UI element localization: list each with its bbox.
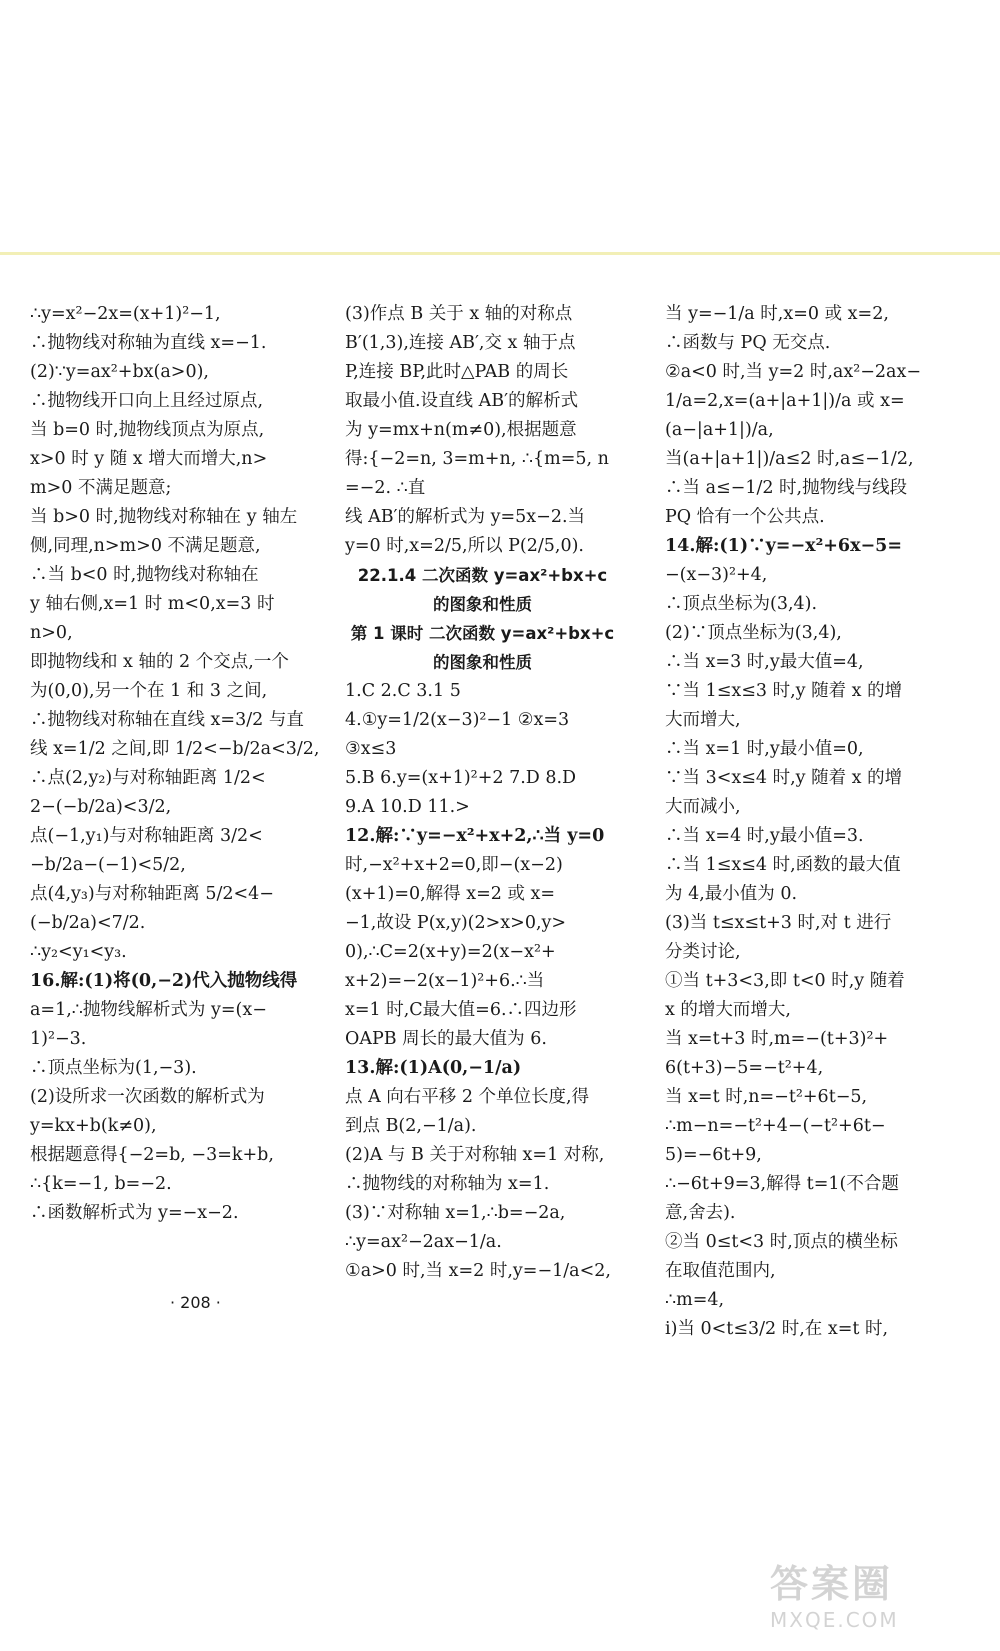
text-line: ∴m=4,	[665, 1290, 725, 1310]
text-line: 9.A 10.D 11.>	[345, 797, 470, 817]
text-line: 取最小值.设直线 AB′的解析式	[345, 391, 579, 411]
text-line: ②a<0 时,当 y=2 时,ax²−2ax−	[665, 362, 921, 382]
text-line: ②当 0≤t<3 时,顶点的横坐标	[665, 1232, 898, 1252]
text-line: 为 y=mx+n(m≠0),根据题意	[345, 420, 577, 440]
text-line: 当 b=0 时,抛物线顶点为原点,	[30, 420, 265, 440]
text-line: 的图象和性质	[433, 595, 532, 614]
text-line: ∴当 x=1 时,y最小值=0,	[665, 739, 864, 759]
text-line: ∴y=x²−2x=(x+1)²−1,	[30, 304, 221, 324]
text-line: 4.①y=1/2(x−3)²−1 ②x=3	[345, 710, 570, 730]
text-line: y=0 时,x=2/5,所以 P(2/5,0).	[345, 536, 584, 556]
text-line: −b/2a−(−1)<5/2,	[30, 855, 186, 875]
text-line: 分类讨论,	[665, 942, 741, 962]
text-line: ∴当 1≤x≤4 时,函数的最大值	[665, 855, 901, 875]
text-line: 为 4,最小值为 0.	[665, 884, 798, 904]
text-line: m>0 不满足题意;	[30, 478, 172, 498]
text-line: OAPB 周长的最大值为 6.	[345, 1029, 547, 1049]
text-line: ∴{k=−1, b=−2.	[30, 1174, 172, 1194]
text-line: ∴当 a≤−1/2 时,抛物线与线段	[665, 478, 908, 498]
text-line: x 的增大而增大,	[665, 1000, 791, 1020]
text-line: 意,舍去).	[665, 1203, 736, 1223]
text-line: n>0,	[30, 623, 73, 643]
text-line: (2)设所求一次函数的解析式为	[30, 1087, 265, 1107]
text-line: ∴当 x=3 时,y最大值=4,	[665, 652, 864, 672]
text-line: x=1 时,C最大值=6.∴四边形	[345, 1000, 577, 1020]
text-line: 大而增大,	[665, 710, 741, 730]
text-line: 22.1.4 二次函数 y=ax²+bx+c	[357, 566, 608, 585]
text-line: 6(t+3)−5=−t²+4,	[665, 1058, 824, 1078]
text-line: ∵当 1≤x≤3 时,y 随着 x 的增	[665, 681, 903, 701]
watermark-brand: 答案圈	[770, 1562, 894, 1606]
text-line: y 轴右侧,x=1 时 m<0,x=3 时	[30, 594, 275, 614]
text-line: ∴顶点坐标为(1,−3).	[30, 1058, 197, 1078]
text-line: 5)=−6t+9,	[665, 1145, 762, 1165]
page-number: · 208 ·	[170, 1293, 221, 1312]
text-line: ∴当 x=4 时,y最小值=3.	[665, 826, 864, 846]
text-line: ∴−6t+9=3,解得 t=1(不合题	[665, 1174, 899, 1194]
text-line: (3)当 t≤x≤t+3 时,对 t 进行	[665, 913, 892, 933]
text-line: y=kx+b(k≠0),	[30, 1116, 157, 1136]
text-line: ⅰ)当 0<t≤3/2 时,在 x=t 时,	[665, 1319, 889, 1339]
text-line: 0),∴C=2(x+y)=2(x−x²+	[345, 942, 556, 962]
text-line: 根据题意得{−2=b, −3=k+b,	[30, 1145, 274, 1165]
text-line: 当 x=t+3 时,m=−(t+3)²+	[665, 1029, 889, 1049]
text-line: x>0 时 y 随 x 增大而增大,n>	[30, 449, 268, 469]
text-line: 16.解:(1)将(0,−2)代入抛物线得	[30, 971, 298, 991]
text-line: 在取值范围内,	[665, 1261, 776, 1281]
text-line: ∴抛物线对称轴为直线 x=−1.	[30, 333, 267, 353]
header-rule	[0, 252, 1000, 255]
text-line: −1,故设 P(x,y)(2>x>0,y>	[345, 913, 567, 933]
text-line: ①当 t+3<3,即 t<0 时,y 随着	[665, 971, 905, 991]
text-line: 2−(−b/2a)<3/2,	[30, 797, 172, 817]
middle-column	[345, 300, 620, 1286]
text-line: 得:{−2=n, 3=m+n, ∴{m=5, n=−2. ∴直	[345, 449, 609, 498]
text-line: (x+1)=0,解得 x=2 或 x=	[345, 884, 556, 904]
text-line: 12.解:∵y=−x²+x+2,∴当 y=0	[345, 826, 605, 846]
text-line: 线 AB′的解析式为 y=5x−2.当	[345, 507, 586, 527]
text-line: 当 b>0 时,抛物线对称轴在 y 轴左	[30, 507, 298, 527]
text-line: −(x−3)²+4,	[665, 565, 768, 585]
text-line: ∴顶点坐标为(3,4).	[665, 594, 818, 614]
text-line: 当(a+|a+1|)/a≤2 时,a≤−1/2,	[665, 449, 914, 469]
text-line: (2)∵顶点坐标为(3,4),	[665, 623, 842, 643]
text-line: (−b/2a)<7/2.	[30, 913, 146, 933]
text-line: ∴当 b<0 时,抛物线对称轴在	[30, 565, 259, 585]
text-line: ∴抛物线开口向上且经过原点,	[30, 391, 264, 411]
text-line: ∴抛物线对称轴在直线 x=3/2 与直	[30, 710, 304, 730]
text-line: 线 x=1/2 之间,即 1/2<−b/2a<3/2,	[30, 739, 320, 759]
watermark-site: MXQE.COM	[770, 1608, 899, 1632]
watermark-logo	[770, 1553, 960, 1633]
text-line: 当 x=t 时,n=−t²+6t−5,	[665, 1087, 868, 1107]
text-line: 14.解:(1)∵y=−x²+6x−5=	[665, 536, 903, 556]
text-line: ∴m−n=−t²+4−(−t²+6t−	[665, 1116, 886, 1136]
text-line: B′(1,3),连接 AB′,交 x 轴于点	[345, 333, 576, 353]
text-line: 的图象和性质	[433, 653, 532, 672]
text-line: x+2)=−2(x−1)²+6.∴当	[345, 971, 545, 991]
text-line: ∴点(2,y₂)与对称轴距离 1/2<	[30, 768, 266, 788]
text-line: 到点 B(2,−1/a).	[345, 1116, 477, 1136]
text-line: 点 A 向右平移 2 个单位长度,得	[345, 1087, 590, 1107]
text-line: 1.C 2.C 3.1 5	[345, 681, 461, 701]
text-line: a=1,∴抛物线解析式为 y=(x−	[30, 1000, 267, 1020]
text-line: (2)∵y=ax²+bx(a>0),	[30, 362, 209, 382]
left-column	[30, 300, 320, 1228]
text-line: ①a>0 时,当 x=2 时,y=−1/a<2,	[345, 1261, 611, 1281]
text-line: 即抛物线和 x 轴的 2 个交点,一个	[30, 652, 289, 672]
text-line: 为(0,0),另一个在 1 和 3 之间,	[30, 681, 268, 701]
text-line: 1/a=2,x=(a+|a+1|)/a 或 x=	[665, 391, 905, 411]
text-line: 侧,同理,n>m>0 不满足题意,	[30, 536, 261, 556]
text-line: PQ 恰有一个公共点.	[665, 507, 825, 527]
text-line: 第 1 课时 二次函数 y=ax²+bx+c	[350, 624, 615, 643]
text-line: (a−|a+1|)/a,	[665, 420, 774, 440]
text-line: (2)A 与 B 关于对称轴 x=1 对称,	[345, 1145, 605, 1165]
text-line: 5.B 6.y=(x+1)²+2 7.D 8.D	[345, 768, 577, 788]
text-line: ∵当 3<x≤4 时,y 随着 x 的增	[665, 768, 903, 788]
text-line: 大而减小,	[665, 797, 741, 817]
text-line: ③x≤3	[345, 739, 397, 759]
text-line: ∴y=ax²−2ax−1/a.	[345, 1232, 502, 1252]
text-line: ∴抛物线的对称轴为 x=1.	[345, 1174, 550, 1194]
text-line: (3)作点 B 关于 x 轴的对称点	[345, 304, 573, 324]
text-line: 13.解:(1)A(0,−1/a)	[345, 1058, 522, 1078]
text-line: 1)²−3.	[30, 1029, 87, 1049]
text-line: ∴y₂<y₁<y₃.	[30, 942, 127, 962]
text-line: 当 y=−1/a 时,x=0 或 x=2,	[665, 304, 889, 324]
text-line: 点(−1,y₁)与对称轴距离 3/2<	[30, 826, 263, 846]
text-line: P,连接 BP,此时△PAB 的周长	[345, 362, 569, 382]
text-line: (3)∵对称轴 x=1,∴b=−2a,	[345, 1203, 566, 1223]
text-line: ∴函数与 PQ 无交点.	[665, 333, 831, 353]
text-line: 时,−x²+x+2=0,即−(x−2)	[345, 855, 563, 875]
text-line: ∴函数解析式为 y=−x−2.	[30, 1203, 239, 1223]
right-column	[665, 300, 985, 1344]
text-line: 点(4,y₃)与对称轴距离 5/2<4−	[30, 884, 274, 904]
